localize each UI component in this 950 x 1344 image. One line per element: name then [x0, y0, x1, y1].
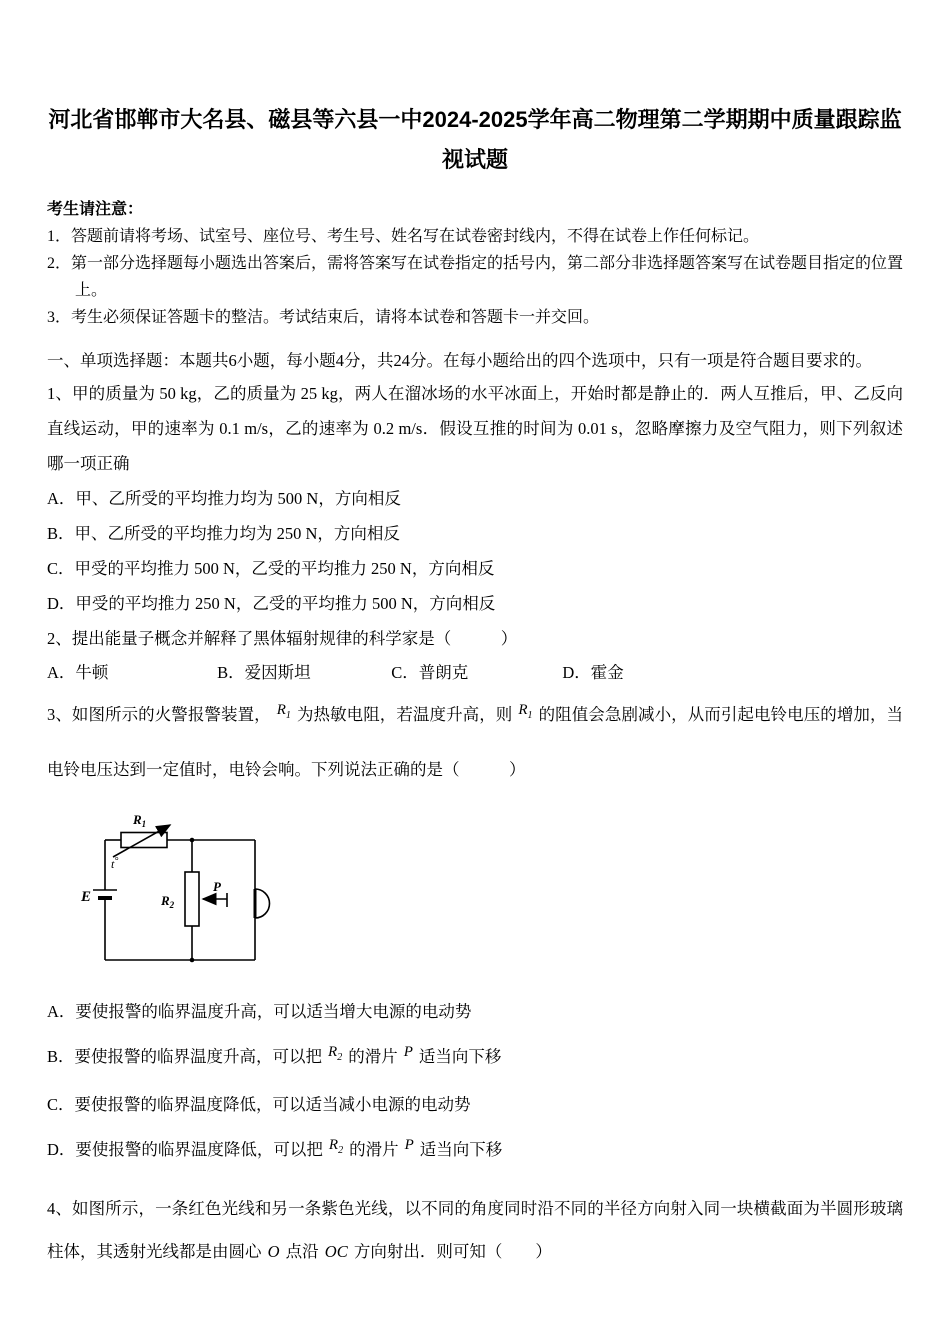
question-2 — [47, 621, 903, 689]
label-R1: $R_1$ — [133, 812, 147, 829]
notice-heading: 考生请注意： — [47, 201, 144, 218]
math-OC: OC — [324, 1242, 348, 1261]
label-temperature: t° — [111, 856, 119, 871]
q2-option-d: D．霍金 — [562, 663, 624, 682]
text-segment: 4、如图所示，一条红色光线和另一条紫色光线，以不同的角度同时沿不同的半径方向射入同一块横截面为半圆形玻璃柱体，其透射光线都是由圆心 — [47, 1199, 903, 1261]
notice-item: 2．第一部分选择题每小题选出答案后，需将答案写在试卷指定的括号内，第二部分非选择题答案写在试卷题目指定的位置上。 — [47, 255, 904, 299]
question-1 — [47, 376, 903, 621]
question-3-figure — [77, 810, 903, 987]
text-segment: 的滑片 — [349, 1140, 399, 1159]
text-segment: 方向射出．则可知（ ） — [349, 1242, 552, 1261]
q1-option-d: D．甲受的平均推力 250 N，乙受的平均推力 500 N，方向相反 — [47, 594, 496, 613]
question-4 — [47, 1187, 903, 1273]
math-R1: $R_1$ — [518, 702, 533, 721]
question-2-stem: 2、提出能量子概念并解释了黑体辐射规律的科学家是（ ） — [47, 629, 518, 648]
text-segment: 适当向下移 — [419, 1140, 503, 1159]
question-3 — [47, 689, 903, 1169]
notice-item: 1．答题前请将考场、试室号、座位号、考生号、姓名写在试卷密封线内，不得在试卷上作任何标记。 — [47, 228, 760, 245]
question-1-options — [47, 481, 903, 621]
slider-arrow — [203, 893, 227, 907]
junction-dot — [190, 958, 195, 963]
question-1-stem: 1、甲的质量为 50 kg，乙的质量为 25 kg，两人在溜冰场的水平冰面上，开始时都是静止的．两人互推后，甲、乙反向直线运动，甲的速率为 0.1 m/s，乙的速率为 0.2 m/s．假设互推的时间为 0.01 s，忽略摩擦力及空气阻力，则下列叙述哪一项正确 — [47, 384, 903, 473]
label-E: E — [81, 889, 92, 905]
junction-dot — [190, 838, 195, 843]
text-segment: 适当向下移 — [418, 1047, 502, 1066]
text-segment: 为热敏电阻，若温度升高，则 — [296, 705, 513, 724]
q3-option-a: A．要使报警的临界温度升高，可以适当增大电源的电动势 — [47, 1002, 472, 1021]
bell-symbol — [255, 889, 270, 918]
circuit-wires — [93, 825, 270, 960]
label-P: P — [213, 879, 221, 894]
section-1-header: 一、单项选择题：本题共6小题，每小题4分，共24分。在每小题给出的四个选项中，只有一项是符合题目要求的。 — [47, 351, 872, 370]
q3-option-b — [47, 1040, 903, 1076]
notice-section — [47, 196, 903, 331]
text-segment: D．要使报警的临界温度降低，可以把 — [47, 1140, 323, 1159]
question-4-stem — [47, 1187, 903, 1273]
text-segment: B．要使报警的临界温度升高，可以把 — [47, 1047, 323, 1066]
q1-option-b: B．甲、乙所受的平均推力均为 250 N，方向相反 — [47, 524, 400, 543]
question-2-options — [47, 656, 903, 689]
notice-item: 3．考生必须保证答题卡的整洁。考试结束后，请将本试卷和答题卡一并交回。 — [47, 309, 600, 326]
text-segment: 的滑片 — [348, 1047, 398, 1066]
text-segment: 的阻值会急剧减小，从而引起电铃电压的增加，当电铃电压达到一定值时，电铃会响。下列说法正确的是（ ） — [47, 705, 904, 779]
math-P: P — [404, 1137, 414, 1153]
text-segment: 3、如图所示的火警报警装置， — [47, 705, 271, 724]
fire-alarm-circuit-figure — [77, 810, 282, 982]
q1-option-c: C．甲受的平均推力 500 N，乙受的平均推力 250 N，方向相反 — [47, 559, 495, 578]
q3-option-d — [47, 1133, 903, 1169]
label-R2: $R_2$ — [161, 893, 175, 910]
math-R2: $R_2$ — [328, 1044, 343, 1063]
math-P: P — [403, 1044, 413, 1060]
q2-option-c: C．普朗克 — [391, 663, 469, 682]
question-3-stem — [47, 689, 903, 796]
q2-option-b: B．爱因斯坦 — [217, 663, 311, 682]
math-O: O — [267, 1242, 280, 1261]
math-R2: $R_2$ — [328, 1137, 344, 1156]
q1-option-a: A．甲、乙所受的平均推力均为 500 N，方向相反 — [47, 489, 401, 508]
q2-option-a: A．牛顿 — [47, 663, 109, 682]
text-segment: 点沿 — [281, 1242, 323, 1261]
battery-symbol — [93, 890, 117, 898]
math-R1: $R_1$ — [276, 702, 291, 721]
rheostat-symbol — [185, 872, 199, 926]
doc-title: 河北省邯郸市大名县、磁县等六县一中2024-2025学年高二物理第二学期期中质量跟踪监视试题 — [48, 107, 902, 172]
q3-option-c: C．要使报警的临界温度降低，可以适当减小电源的电动势 — [47, 1095, 471, 1114]
question-3-options — [47, 995, 903, 1169]
